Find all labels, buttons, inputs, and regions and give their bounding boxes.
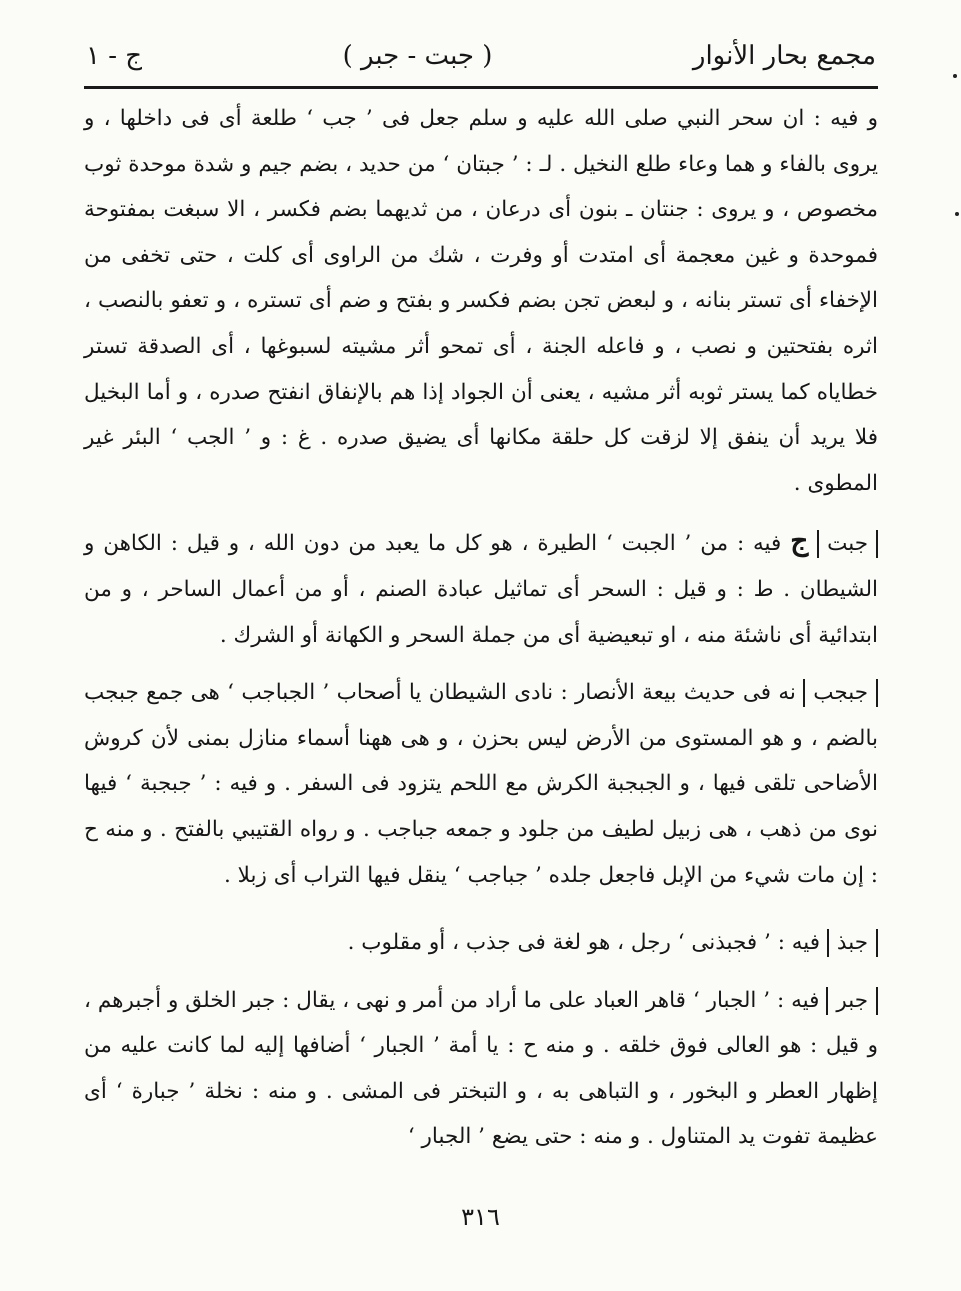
entry-jbjb (84, 670, 878, 898)
paragraph-continuation: و فيه : ان سحر النبي صلى الله عليه و سلم جعل فى ’ جب ‘ طلعة أى فى داخلها ، و يروى بالفاء و هما وعاء طلع النخيل . لـ : ’ جبتان ‘ من حديد ، بضم جيم و شدة موحدة ثوب مخصوص ، و يروى : جنتان ـ بنون أى درعان ، من ثديهما بضم فكسر ، الا سبغت بمفتوحة فموحدة و غين معجمة أى امتدت أو وفرت ، شك من الراوى أى كلت ، حتى تخفى من الإخفاء أى تستر بنانه ، و لبعض تجن بضم فكسر و بفتح و ضم أى تستره ، و تعفو بالنصب ، اثره بفتحتين و نصب ، و فاعله الجنة ، أى تمحو أثر مشيته لسبوغها ، أى الصدقة تستر خطاياه كما يستر ثوبه أثر مشيه ، يعنى أن الجواد إذا هم بالإنفاق انفتح صدره ، و أما البخيل فلا يريد أن ينفق إلا لزقت كل حلقة مكانها أى يضيق صدره . غ : و ’ الجب ‘ البئر غير المطوى . (84, 106, 878, 496)
main-text (84, 96, 878, 1160)
header-rule (84, 86, 878, 89)
entry-jbt (84, 518, 878, 658)
page-number: ٣١٦ (461, 1203, 500, 1231)
entry-text: نه فى حديث بيعة الأنصار : نادى الشيطان يا أصحاب ’ الجباجب ‘ هى جمع جبجب بالضم ، و هو المستوى من الأرض ليس بحزن ، و هى ههنا أسماء منازل بمنى لأن كروش الأضاحى تلقى فيها ، و الجبجبة الكرش مع اللحم يتزود فى السفر . و فيه : ’ جبجبة ‘ فيها نوى من ذهب ، هى زبيل لطيف من جلود و جمعه جباجب . و رواه القتيبي بالفتح . و منه ح : إن مات شيء من الإبل فاجعل جلده ’ جباجب ‘ ينقل فيها التراب أى زبلا . (84, 680, 878, 888)
section-range: ( جبت - جبر ) (342, 41, 493, 71)
entry-text: فيه : من ’ الجبت ‘ الطيرة ، هو كل ما يعبد من دون الله ، و قيل : الكاهن و الشيطان . ط : و قيل : السحر أى تماثيل عبادة الصنم ، أو من أعمال الساحر ، و من ابتدائية أى ناشئة منه ، او تبعيضية أى من جملة السحر و الكهانة أو الشرك . (84, 531, 878, 648)
running-header (86, 30, 876, 82)
lemma-bracket: جبذ (827, 929, 878, 957)
book-title: مجمع بحار الأنوار (692, 41, 876, 71)
margin-mark (953, 74, 957, 78)
lemma-bracket: جبت (817, 530, 878, 558)
entry-jbr (84, 978, 878, 1160)
volume-label: ج - ١ (86, 41, 143, 71)
lemma-bracket: جبر (826, 987, 878, 1015)
entry-text: فيه : ’ الجبار ‘ قاهر العباد على ما أراد من أمر و نهى ، يقال : جبر الخلق و أجبرهم ، و قيل : هو العالى فوق خلقه . و منه ح : يا أمة ’ الجبار ‘ أضافها إليه لما كانت عليه من إظهار العطر و البخور ، و التباهى به ، و التبختر فى المشى . و منه : نخلة ’ جبارة ‘ أى عظيمة تفوت يد المتناول . و منه : حتى يضع ’ الجبار ‘ (84, 987, 878, 1150)
entry-text: فيه : ’ فجبذنى ‘ رجل ، هو لغة فى جذب ، أو مقلوب . (347, 930, 821, 956)
margin-mark (955, 212, 959, 216)
lemma-bracket: جبجب (803, 679, 878, 707)
siglum: ج (790, 524, 809, 558)
entry-jbdh (84, 920, 878, 966)
